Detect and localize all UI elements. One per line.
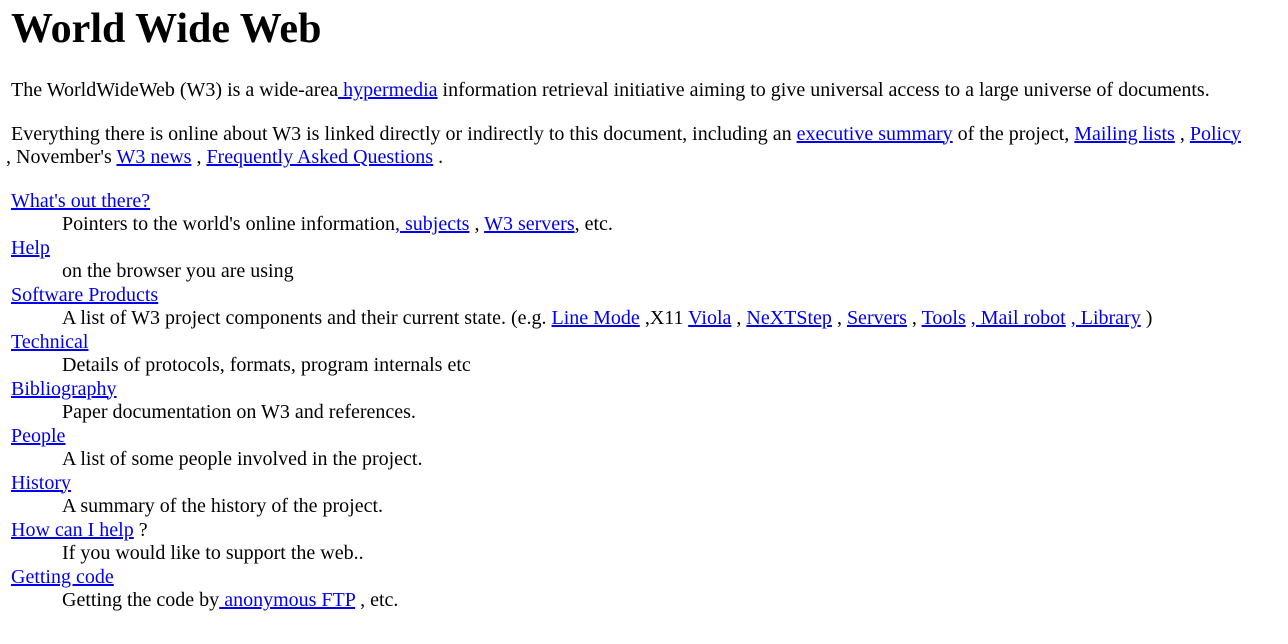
topic-term <box>11 519 1288 543</box>
link-bibliography[interactable]: Bibliography <box>11 377 117 400</box>
topic-term <box>11 284 1288 308</box>
summary-text: Everything there is online about W3 is linked directly or indirectly to this document, including an <box>11 122 797 145</box>
link-servers[interactable]: Servers <box>846 307 907 329</box>
topic-description: A list of some people involved in the project. <box>62 448 423 470</box>
topic-term <box>11 566 1288 590</box>
topic-desc-text: Pointers to the world's online information <box>62 213 396 235</box>
topic-description: If you would like to support the web.. <box>62 542 364 564</box>
link-policy[interactable]: Policy <box>1189 122 1241 145</box>
link-getting-code[interactable]: Getting code <box>11 565 114 588</box>
topic-desc-text: ,X11 <box>639 307 689 329</box>
topic-description: on the browser you are using <box>62 260 294 282</box>
intro-paragraph <box>11 79 1288 103</box>
link-anonymous-ftp[interactable]: anonymous FTP <box>219 589 356 611</box>
link-subjects[interactable]: , subjects <box>395 213 470 235</box>
link-whats-out-there[interactable]: What's out there? <box>11 189 151 212</box>
link-viola[interactable]: Viola <box>688 307 732 329</box>
link-technical[interactable]: Technical <box>11 330 89 353</box>
link-mailing-lists[interactable]: Mailing lists <box>1074 122 1175 145</box>
link-help[interactable]: Help <box>11 236 50 259</box>
topic-desc-text: , <box>831 307 847 329</box>
topic-desc-text: , etc. <box>355 589 399 611</box>
topic-term <box>11 425 1288 449</box>
link-library[interactable]: , Library <box>1070 307 1141 329</box>
topic-desc-text: ) <box>1140 307 1153 329</box>
summary-text: , November's <box>6 146 117 168</box>
topic-list <box>11 190 1288 613</box>
link-executive-summary[interactable]: executive summary <box>796 122 953 145</box>
topic-description <box>62 213 1288 237</box>
topic-term <box>11 472 1288 496</box>
topic-description: Paper documentation on W3 and references. <box>62 401 416 423</box>
summary-text: . <box>433 146 444 168</box>
topic-description: Details of protocols, formats, program internals etc <box>62 354 471 376</box>
topic-term <box>11 190 1288 214</box>
link-people[interactable]: People <box>11 424 66 447</box>
link-how-can-i-help[interactable]: How can I help <box>11 518 134 541</box>
intro-text-before: The WorldWideWeb (W3) is a wide-area <box>11 79 339 101</box>
topic-desc-text: , <box>469 213 485 235</box>
link-w3-news[interactable]: W3 news <box>116 146 192 168</box>
page-title: World Wide Web <box>11 6 322 52</box>
topic-desc-text: , etc. <box>574 213 613 235</box>
link-mail-robot[interactable]: , Mail robot <box>970 307 1066 329</box>
topic-term <box>11 331 1288 355</box>
topic-term <box>11 237 1288 261</box>
link-tools[interactable]: Tools <box>921 307 966 329</box>
summary-text: of the project, <box>952 122 1075 145</box>
topic-desc-text: Getting the code by <box>62 589 220 611</box>
topic-desc-text: , <box>731 307 747 329</box>
topic-term-suffix: ? <box>133 518 148 541</box>
topic-desc-text: , <box>906 307 922 329</box>
summary-text: , <box>191 146 207 168</box>
topic-description <box>62 307 1288 331</box>
link-hypermedia[interactable]: hypermedia <box>338 79 438 101</box>
link-software-products[interactable]: Software Products <box>11 283 159 306</box>
intro-text-after: information retrieval initiative aiming to give universal access to a large universe of documents. <box>437 79 1210 101</box>
topic-desc-text: A list of W3 project components and their current state. (e.g. <box>62 307 552 329</box>
topic-description: A summary of the history of the project. <box>62 495 384 517</box>
link-w3-servers[interactable]: W3 servers <box>484 213 575 235</box>
summary-paragraph <box>6 122 1288 170</box>
link-line-mode[interactable]: Line Mode <box>551 307 640 329</box>
link-nextstep[interactable]: NeXTStep <box>746 307 832 329</box>
link-faq[interactable]: Frequently Asked Questions <box>206 146 434 168</box>
topic-term <box>11 378 1288 402</box>
summary-text: , <box>1174 122 1190 145</box>
topic-description <box>62 589 1288 613</box>
link-history[interactable]: History <box>11 471 71 494</box>
